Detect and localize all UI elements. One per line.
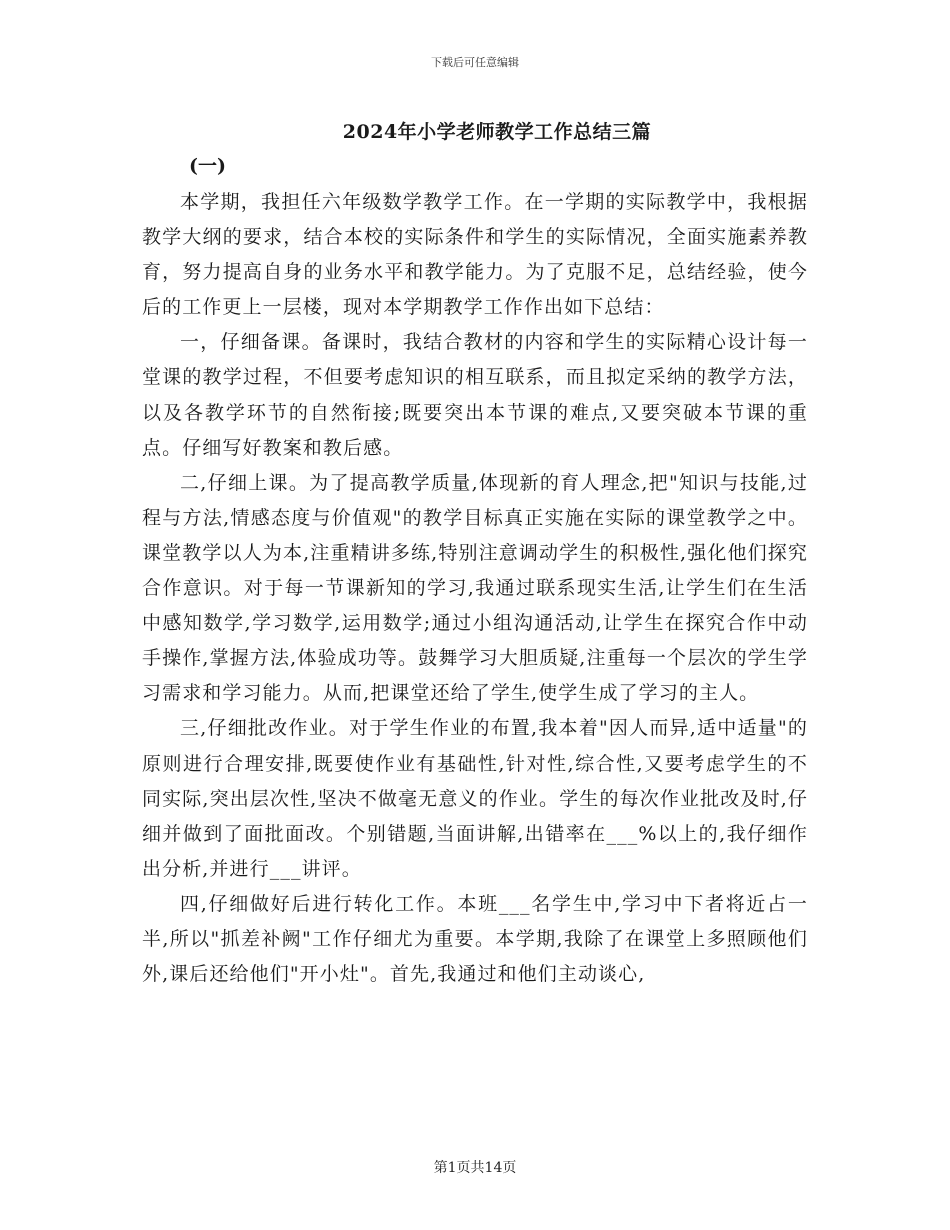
header-note: 下载后可任意编辑: [431, 56, 519, 69]
page-footer: 第1页共14页: [433, 1160, 517, 1176]
paragraph-homework: 三,仔细批改作业。对于学生作业的布置,我本着"因人而异,适中适量"的原则进行合理安排,既要使作业有基础性,针对性,综合性,又要考虑学生的不同实际,突出层次性,坚决不做毫无意义的作业。学生的每次作业批改及时,仔细并做到了面批面改。个别错题,当面讲解,出错率在___%以上的,我仔细作出分析,并进行___讲评。: [142, 717, 808, 880]
paragraph-tutoring: 四,仔细做好后进行转化工作。本班___名学生中,学习中下者将近占一半,所以"抓差补阙"工作仔细尤为重要。本学期,我除了在课堂上多照顾他们外,课后还给他们"开小灶"。首先,我通过和他们主动谈心,: [142, 892, 808, 986]
paragraph-teaching: 二,仔细上课。为了提高教学质量,体现新的育人理念,把"知识与技能,过程与方法,情感态度与价值观"的教学目标真正实施在实际的课堂教学之中。课堂教学以人为本,注重精讲多练,特别注意调动学生的积极性,强化他们探究合作意识。对于每一节课新知的学习,我通过联系现实生活,让学生们在生活中感知数学,学习数学,运用数学;通过小组沟通活动,让学生在探究合作中动手操作,掌握方法,体验成功等。鼓舞学习大胆质疑,注重每一个层次的学生学习需求和学习能力。从而,把课堂还给了学生,使学生成了学习的主人。: [142, 471, 808, 705]
paragraph-lesson-prep: 一，仔细备课。备课时，我结合教材的内容和学生的实际精心设计每一堂课的教学过程，不但要考虑知识的相互联系，而且拟定采纳的教学方法，以及各教学环节的自然衔接;既要突出本节课的难点,又要突破本节课的重点。仔细写好教案和教后感。: [142, 331, 808, 459]
section-label: (一): [189, 155, 226, 177]
paragraph-intro: 本学期，我担任六年级数学教学工作。在一学期的实际教学中，我根据教学大纲的要求，结合本校的实际条件和学生的实际情况，全面实施素养教育，努力提高自身的业务水平和教学能力。为了克服不足，总结经验，使今后的工作更上一层楼，现对本学期教学工作作出如下总结：: [142, 191, 808, 319]
document-body: [142, 185, 808, 992]
document-title: 2024年小学老师教学工作总结三篇: [342, 121, 652, 143]
